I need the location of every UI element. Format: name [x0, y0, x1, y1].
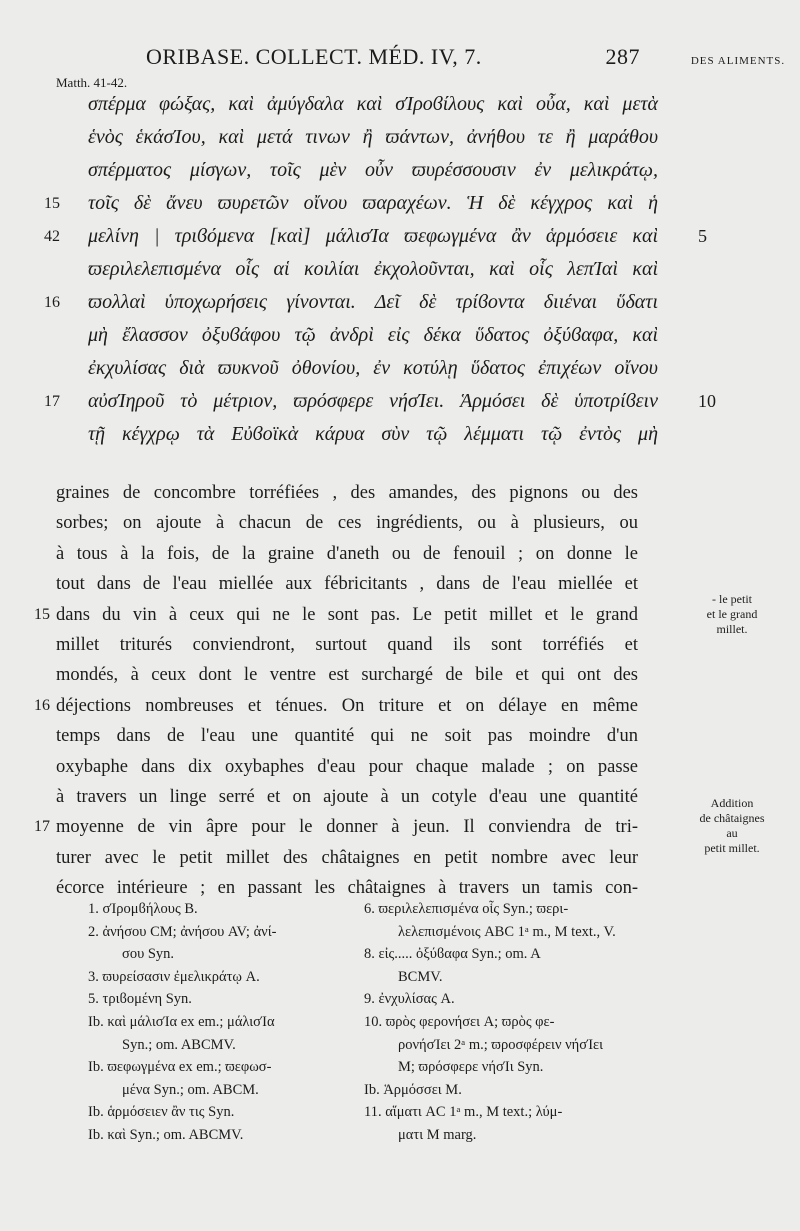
verse-number: 5	[698, 226, 707, 246]
footnote-line: 5. τριϐομένη Syn.	[88, 991, 192, 1008]
margin-note-millet	[672, 592, 792, 637]
french-line	[56, 660, 638, 690]
greek-line-text: τοῖς δὲ ἄνευ ϖυρετῶν οἴνου ϖαραχέων. Ἡ δὲ κέγχρος καὶ ἡ	[88, 192, 658, 214]
greek-line-text: σπέρμα φώξας, καὶ ἀμύγδαλα καὶ σΊροϐίλους καὶ οὖα, καὶ μετὰ	[88, 93, 658, 115]
french-line	[56, 508, 638, 538]
french-line	[56, 630, 638, 660]
footnote-line: Ib. Ἁρμόσσει M.	[364, 1081, 462, 1098]
margin-note-line: Addition	[710, 796, 754, 810]
french-line-text: moyenne de vin âpre pour le donner à jeun. Il conviendra de tri-	[56, 817, 638, 838]
line-number: 16	[34, 696, 50, 714]
footnote-line: 10. ϖρὸς φερονήσει A; ϖρὸς φε-	[364, 1013, 555, 1030]
footnote-line: 3. ϖυρείσασιν ἐμελικράτῳ A.	[88, 968, 260, 985]
french-line-text: millet triturés conviendront, surtout quand ils sont torréfiés et	[56, 634, 638, 655]
french-line-text: écorce intérieure ; en passant les châtaignes à travers un tamis con-	[56, 878, 638, 899]
greek-line	[88, 319, 658, 352]
french-line	[56, 569, 638, 599]
french-line	[56, 721, 638, 751]
french-line	[56, 782, 638, 812]
footnotes-left-column	[88, 898, 366, 1147]
margin-note-line: au	[726, 826, 738, 840]
margin-note-line: - le petit	[712, 592, 752, 606]
footnote-line: 6. ϖεριλελεπισμένα οἷς Syn.; ϖερι-	[364, 901, 569, 917]
greek-line	[44, 187, 658, 220]
french-line-text: dans du vin à ceux qui ne le sont pas. Le petit millet et le grand	[56, 604, 638, 625]
footnote-line: Ib. καὶ μάλισΊα ex em.; μάλισΊα	[88, 1013, 275, 1030]
footnotes-right-column	[364, 898, 642, 1147]
footnote-line: M; ϖρόσφερε νήσΊι Syn.	[398, 1059, 544, 1076]
french-line	[34, 691, 638, 721]
french-line-text: déjections nombreuses et ténues. On triture et on délaye en même	[56, 695, 638, 716]
greek-line-text: ἐκχυλίσας διὰ ϖυκνοῦ ὀθονίου, ἐν κοτύλῃ ὕδατος ἐπιχέων οἴνου	[88, 357, 658, 379]
french-line-text: à tous à la fois, de la graine d'aneth ou de fenouil ; on donne le	[56, 543, 638, 564]
greek-line-text: ϖολλαὶ ὑποχωρήσεις γίνονται. Δεῖ δὲ τρίϐοντα διιέναι ὕδατι	[88, 291, 658, 313]
greek-line-text: αὐσΊηροῦ τὸ μέτριον, ϖρόσφερε νήσΊει. Ἁρμόσει δὲ ὑποτρίϐειν	[88, 390, 658, 412]
footnote-line: 9. ἐνχυλίσας A.	[364, 991, 455, 1008]
matthaei-reference: Matth. 41-42.	[56, 75, 128, 90]
footnote-line: Ib. καὶ Syn.; om. ABCMV.	[88, 1126, 244, 1143]
line-number: 17	[44, 393, 60, 410]
footnote-line: ματι M marg.	[398, 1126, 477, 1143]
footnote-line: μένα Syn.; om. ABCM.	[122, 1081, 259, 1098]
footnote-line: BCMV.	[398, 968, 443, 985]
footnote-line: Ib. ϖεφωγμένα ex em.; ϖεφωσ-	[88, 1059, 272, 1076]
greek-line-text: σπέρματος μίσγων, τοῖς μὲν οὖν ϖυρέσσουσιν ἐν μελικράτῳ,	[88, 159, 658, 181]
greek-line	[44, 286, 658, 319]
running-head	[146, 44, 640, 70]
footnote-line: λελεπισμένοις ABC 1ᵃ m., M text., V.	[398, 923, 616, 940]
line-number: 15	[34, 605, 50, 623]
footnote-line: σου Syn.	[122, 946, 175, 963]
french-line	[34, 812, 638, 842]
greek-line-text: τῇ κέγχρῳ τὰ Εὐϐοϊκὰ κάρυα σὺν τῷ λέμματι τῷ ἐντὸς μὴ	[88, 423, 658, 445]
french-line-text: turer avec le petit millet des châtaignes en petit nombre avec leur	[56, 847, 638, 868]
greek-line-text: ϖεριλελεπισμένα οἷς αἱ κοιλίαι ἐκχολοῦνται, καὶ οἷς λεπΊαὶ καὶ	[88, 258, 658, 280]
page-number: 287	[605, 44, 640, 69]
greek-line	[44, 220, 707, 253]
line-number: 42	[44, 228, 60, 245]
greek-line	[88, 418, 658, 451]
footnote-line: Syn.; om. ABCMV.	[122, 1036, 236, 1053]
footnote-line: 11. αἵματι AC 1ᵃ m., M text.; λύμ-	[364, 1104, 563, 1121]
margin-note-chataignes	[672, 796, 792, 856]
footnote-line: 1. σΊρομϐήλους B.	[88, 901, 198, 917]
greek-line-text: ἑνὸς ἑκάσΊου, καὶ μετά τινων ἢ ϖάντων, ἀνήθου τε ἢ μαράθου	[88, 126, 658, 148]
line-number: 16	[44, 294, 60, 311]
greek-line	[88, 352, 658, 385]
footnote-line: ρονήσΊει 2ᵃ m.; ϖροσφέρειν νήσΊει	[398, 1036, 604, 1053]
greek-text-block	[44, 88, 716, 451]
french-line-text: temps dans de l'eau une quantité qui ne soit pas moindre d'un	[56, 726, 638, 747]
footnote-line: 2. ἀνήσου CM; ἀνήσου AV; ἀνί-	[88, 923, 277, 940]
line-number: 17	[34, 818, 50, 836]
footnote-line: Ib. ἁρμόσειεν ἂν τις Syn.	[88, 1104, 235, 1121]
greek-line	[88, 88, 658, 121]
margin-note-line: et le grand	[706, 607, 758, 621]
greek-line	[88, 253, 658, 286]
margin-note-line: de châtaignes	[699, 811, 765, 825]
french-line	[56, 478, 638, 508]
french-line-text: oxybaphe dans dix oxybaphes d'eau pour chaque malade ; on passe	[56, 756, 638, 777]
french-line	[56, 843, 638, 873]
greek-line	[44, 385, 716, 418]
greek-line-text: μελίνη | τριϐόμενα [καὶ] μάλισΊα ϖεφωγμένα ἂν ἁρμόσειε καὶ	[88, 225, 658, 247]
verse-number: 10	[698, 391, 716, 411]
margin-note-line: millet.	[716, 622, 748, 636]
french-line	[56, 752, 638, 782]
french-line	[56, 539, 638, 569]
line-number: 15	[44, 195, 60, 212]
margin-note-line: petit millet.	[704, 841, 760, 855]
section-heading: DES ALIMENTS.	[690, 55, 786, 67]
french-line-text: à travers un linge serré et on ajoute à un cotyle d'eau une quantité	[56, 786, 638, 807]
french-translation-block	[34, 478, 638, 903]
greek-line-text: μὴ ἔλασσον ὀξυϐάφου τῷ ἀνδρὶ εἰς δέκα ὕδατος ὀξύϐαφα, καὶ	[88, 324, 658, 346]
french-line-text: tout dans de l'eau miellée aux fébricitants , dans de l'eau miellée et	[56, 574, 638, 595]
running-title: ORIBASE. COLLECT. MÉD. IV, 7.	[146, 44, 482, 69]
footnote-line: 8. εἰς..... ὀξύϐαφα Syn.; om. A	[364, 946, 541, 963]
french-line-text: sorbes; on ajoute à chacun de ces ingrédients, ou à plusieurs, ou	[56, 513, 638, 534]
greek-line	[88, 154, 658, 187]
french-line-text: graines de concombre torréfiées , des amandes, des pignons ou des	[56, 483, 638, 503]
french-line	[34, 600, 638, 630]
french-line-text: mondés, à ceux dont le ventre est surchargé de bile et qui ont des	[56, 665, 638, 686]
greek-line	[88, 121, 658, 154]
